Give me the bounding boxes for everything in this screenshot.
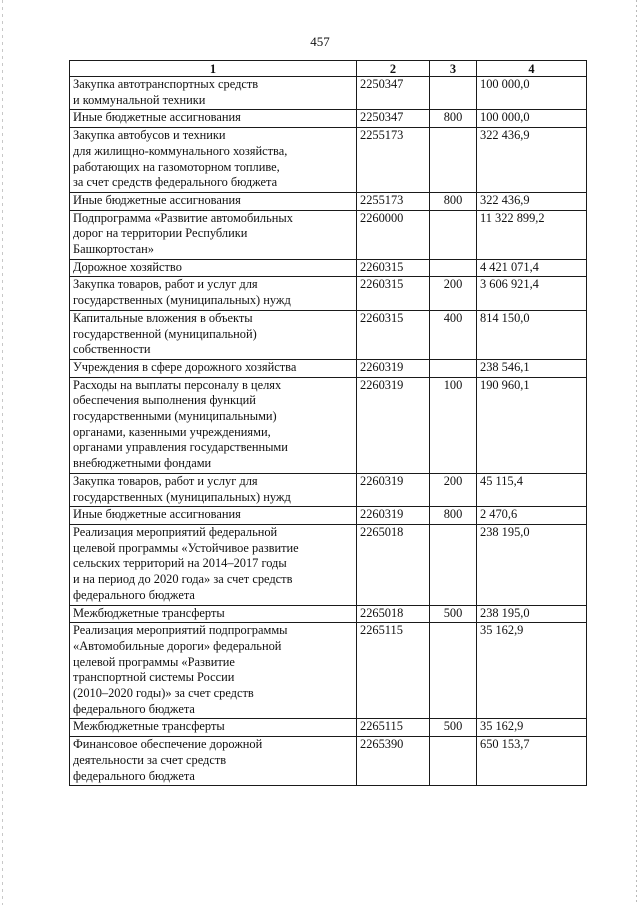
row-code-cell: 2265390 xyxy=(357,737,430,786)
row-name-cell: Закупка автобусов и техники для жилищно-коммунального хозяйства, работающих на газомоторном топливе, за счет средств федерального бюджета xyxy=(70,128,357,193)
row-amount-cell: 238 195,0 xyxy=(477,524,587,605)
row-expense-type-cell: 500 xyxy=(430,605,477,623)
page-number: 457 xyxy=(310,34,330,49)
row-code-cell: 2260319 xyxy=(357,507,430,525)
row-expense-type-cell xyxy=(430,77,477,110)
row-amount-cell: 2 470,6 xyxy=(477,507,587,525)
row-amount-cell: 650 153,7 xyxy=(477,737,587,786)
row-expense-type-cell xyxy=(430,524,477,605)
row-expense-type-cell: 500 xyxy=(430,719,477,737)
row-amount-cell: 814 150,0 xyxy=(477,310,587,359)
table-body xyxy=(70,77,587,786)
header-col-2: 2 xyxy=(357,61,430,77)
row-expense-type-cell xyxy=(430,359,477,377)
table-row xyxy=(70,259,587,277)
row-code-cell: 2260319 xyxy=(357,359,430,377)
row-code-cell: 2255173 xyxy=(357,192,430,210)
row-code-cell: 2265018 xyxy=(357,605,430,623)
row-code-cell: 2260315 xyxy=(357,310,430,359)
row-amount-cell: 45 115,4 xyxy=(477,473,587,506)
row-amount-cell: 4 421 071,4 xyxy=(477,259,587,277)
row-code-cell: 2260000 xyxy=(357,210,430,259)
row-name-cell: Дорожное хозяйство xyxy=(70,259,357,277)
row-expense-type-cell xyxy=(430,210,477,259)
table-row xyxy=(70,210,587,259)
row-expense-type-cell: 100 xyxy=(430,377,477,473)
row-name-cell: Иные бюджетные ассигнования xyxy=(70,110,357,128)
row-expense-type-cell: 800 xyxy=(430,192,477,210)
row-expense-type-cell xyxy=(430,128,477,193)
budget-table xyxy=(69,60,587,786)
row-name-cell: Капитальные вложения в объекты государственной (муниципальной) собственности xyxy=(70,310,357,359)
table-header-row xyxy=(70,61,587,77)
row-amount-cell: 100 000,0 xyxy=(477,77,587,110)
row-amount-cell: 35 162,9 xyxy=(477,623,587,719)
row-code-cell: 2250347 xyxy=(357,77,430,110)
row-name-cell: Закупка автотранспортных средств и коммунальной техники xyxy=(70,77,357,110)
table-row xyxy=(70,310,587,359)
row-code-cell: 2265115 xyxy=(357,623,430,719)
row-name-cell: Иные бюджетные ассигнования xyxy=(70,507,357,525)
row-expense-type-cell: 200 xyxy=(430,473,477,506)
row-code-cell: 2250347 xyxy=(357,110,430,128)
row-name-cell: Расходы на выплаты персоналу в целях обеспечения выполнения функций государственными (муниципальными) органами, казенными учреждениями, органами управления государственными внебюджетными фондами xyxy=(70,377,357,473)
table-row xyxy=(70,507,587,525)
row-expense-type-cell: 800 xyxy=(430,507,477,525)
row-name-cell: Реализация мероприятий федеральной целевой программы «Устойчивое развитие сельских территорий на 2014–2017 годы и на период до 2020 года» за счет средств федерального бюджета xyxy=(70,524,357,605)
row-code-cell: 2260315 xyxy=(357,277,430,310)
row-name-cell: Реализация мероприятий подпрограммы «Автомобильные дороги» федеральной целевой программы «Развитие транспортной системы России (2010–2020 годы)» за счет средств федерального бюджета xyxy=(70,623,357,719)
row-amount-cell: 322 436,9 xyxy=(477,128,587,193)
table-row xyxy=(70,128,587,193)
row-code-cell: 2260319 xyxy=(357,473,430,506)
row-amount-cell: 238 546,1 xyxy=(477,359,587,377)
row-expense-type-cell xyxy=(430,623,477,719)
row-amount-cell: 238 195,0 xyxy=(477,605,587,623)
table-row xyxy=(70,110,587,128)
row-expense-type-cell xyxy=(430,737,477,786)
table-row xyxy=(70,473,587,506)
row-name-cell: Финансовое обеспечение дорожной деятельности за счет средств федерального бюджета xyxy=(70,737,357,786)
scan-edge-left xyxy=(2,0,3,905)
table-row xyxy=(70,623,587,719)
row-name-cell: Закупка товаров, работ и услуг для государственных (муниципальных) нужд xyxy=(70,277,357,310)
header-col-3: 3 xyxy=(430,61,477,77)
row-expense-type-cell: 400 xyxy=(430,310,477,359)
row-code-cell: 2255173 xyxy=(357,128,430,193)
row-amount-cell: 35 162,9 xyxy=(477,719,587,737)
row-name-cell: Закупка товаров, работ и услуг для государственных (муниципальных) нужд xyxy=(70,473,357,506)
row-name-cell: Межбюджетные трансферты xyxy=(70,605,357,623)
row-name-cell: Иные бюджетные ассигнования xyxy=(70,192,357,210)
row-amount-cell: 11 322 899,2 xyxy=(477,210,587,259)
row-expense-type-cell xyxy=(430,259,477,277)
row-code-cell: 2260315 xyxy=(357,259,430,277)
row-code-cell: 2265115 xyxy=(357,719,430,737)
row-code-cell: 2260319 xyxy=(357,377,430,473)
row-amount-cell: 3 606 921,4 xyxy=(477,277,587,310)
row-amount-cell: 322 436,9 xyxy=(477,192,587,210)
table-row xyxy=(70,377,587,473)
scan-edge-right xyxy=(636,0,637,905)
row-amount-cell: 100 000,0 xyxy=(477,110,587,128)
table-row xyxy=(70,605,587,623)
table-row xyxy=(70,737,587,786)
table-row xyxy=(70,277,587,310)
row-code-cell: 2265018 xyxy=(357,524,430,605)
row-name-cell: Подпрограмма «Развитие автомобильных дорог на территории Республики Башкортостан» xyxy=(70,210,357,259)
row-expense-type-cell: 200 xyxy=(430,277,477,310)
table-row xyxy=(70,359,587,377)
row-name-cell: Учреждения в сфере дорожного хозяйства xyxy=(70,359,357,377)
row-name-cell: Межбюджетные трансферты xyxy=(70,719,357,737)
table-row xyxy=(70,524,587,605)
row-expense-type-cell: 800 xyxy=(430,110,477,128)
table-row xyxy=(70,192,587,210)
row-amount-cell: 190 960,1 xyxy=(477,377,587,473)
header-col-4: 4 xyxy=(477,61,587,77)
table-row xyxy=(70,719,587,737)
header-col-1: 1 xyxy=(70,61,357,77)
table-row xyxy=(70,77,587,110)
